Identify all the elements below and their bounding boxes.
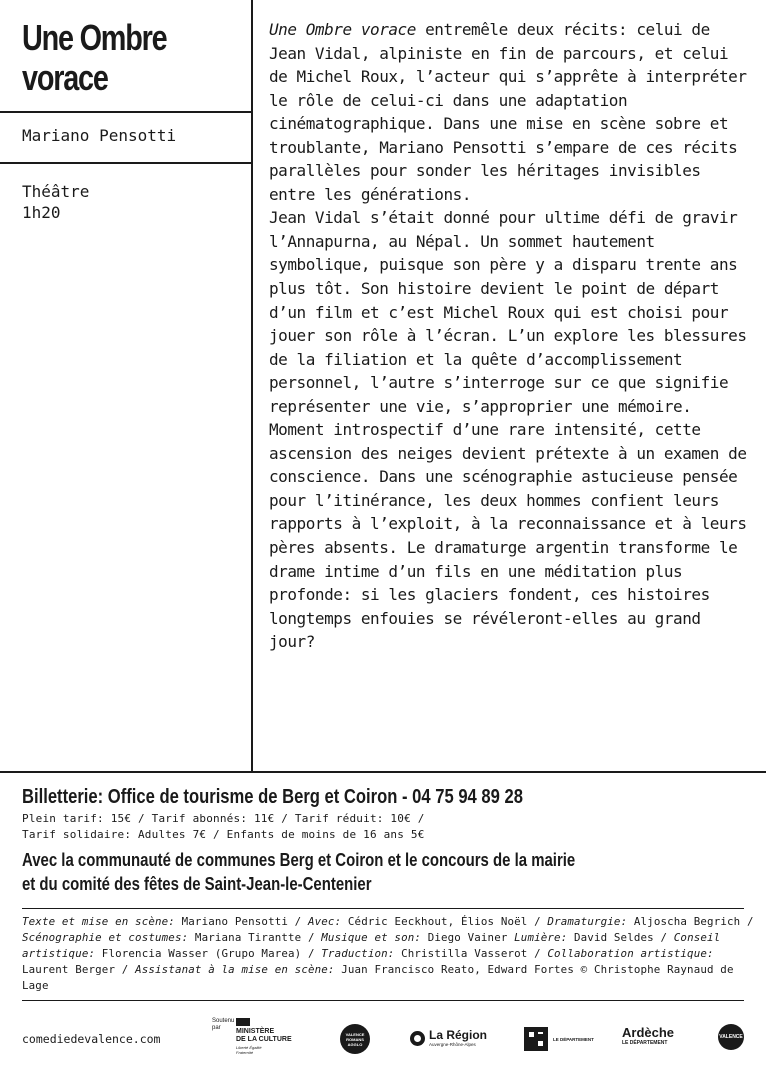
credit-role: Scénographie et costumes: (22, 931, 189, 944)
region-icon (410, 1031, 425, 1046)
show-info (22, 181, 89, 223)
ardeche-logo (622, 1026, 674, 1047)
credit-role: Texte et mise en scène: (22, 915, 175, 928)
supported-by-label: Soutenu par (212, 1018, 235, 1031)
partnership-line-2: et du comité des fêtes de Saint-Jean-le-Centenier (22, 874, 372, 894)
credit-role: Conseil artistique: (22, 931, 721, 960)
credit-names: Laurent Berger / (22, 963, 136, 976)
credit-names: Mariano Pensotti / (174, 915, 308, 928)
website-link[interactable]: comediedevalence.com (22, 1032, 161, 1046)
divider-title (0, 111, 251, 113)
show-genre: Théâtre (22, 182, 90, 201)
ardeche-subtitle: LE DÉPARTEMENT (622, 1040, 668, 1046)
title-line-1: Une Ombre (22, 17, 167, 58)
description-paragraph-2: Jean Vidal s’était donné pour ultime défi de gravir l’Annapurna, au Népal. Un sommet hautement symbolique, puisque son père y a disparu trente ans plus tôt. Son histoire devient le point de départ d’un film et c’est Michel Roux qui est choisi pour jouer son rôle à l’écran. L’un explore les blessures de la filiation et la quête d’accomplissement personnel, l’autre s’interroge sur ce que signifie représenter une vie, s’approprier une mémoire. Moment introspectif d’une rare intensité, cette ascension des neiges devient prétexte à un examen de conscience. Dans une scénographie astucieuse pensée pour l’itinérance, les deux hommes confient leurs rapports à l’exploit, à la reconnaissance et à leurs pères absents. Le dramaturge argentin transforme le drame intime d’un fils en une méditation plus profonde: si les glaciers fondent, ces histoires longtemps enfouies se révéleront-elles au grand jour? (269, 208, 747, 652)
title-line-2: vorace (22, 57, 108, 98)
divider-credits-top (22, 908, 744, 909)
prices-line-1: Plein tarif: 15€ / Tarif abonnés: 11€ / Tarif réduit: 10€ / (22, 812, 425, 825)
ministry-motto: Liberté Égalité Fraternité (236, 1045, 262, 1055)
ticketing-heading: Billetterie: Office de tourisme de Berg et Coiron - 04 75 94 89 28 (22, 786, 523, 808)
credit-role: Lumière: (514, 931, 568, 944)
show-description (269, 18, 755, 654)
partnership-line-1: Avec la communauté de communes Berg et Coiron et le concours de la mairie (22, 850, 576, 870)
divider-author (0, 162, 251, 164)
description-para1-text: entremêle deux récits: celui de Jean Vidal, alpiniste en fin de parcours, et celui de Michel Roux, l’acteur qui s’apprête à interpréter le rôle de celui-ci dans une adaptation cinématographique. Dans une mise en scène sobre et troublante, Mariano Pensotti s’empare de ces récits parallèles pour sonder les héritages invisibles entre les générations. (269, 20, 747, 204)
agglo-label: VALENCE ROMANS AGGLO (345, 1031, 365, 1047)
departement-icon (524, 1027, 548, 1051)
credit-names: Mariana Tirantte / (188, 931, 322, 944)
valence-label: VALENCE (719, 1034, 743, 1040)
agglo-logo (340, 1024, 370, 1054)
show-duration: 1h20 (22, 203, 61, 222)
marianne-icon (236, 1018, 250, 1026)
region-subtitle: Auvergne-Rhône-Alpes (429, 1041, 476, 1047)
credits (22, 914, 762, 994)
description-title-italic: Une Ombre vorace (269, 20, 416, 39)
credit-role: Avec: (307, 915, 342, 928)
show-author: Mariano Pensotti (22, 126, 177, 145)
ministry-name-line-2: DE LA CULTURE (236, 1036, 292, 1043)
ardeche-name: Ardèche (622, 1025, 675, 1040)
credit-names: Florencia Wasser (Grupo Marea) / (95, 947, 322, 960)
credit-role: Collaboration artistique: (547, 947, 714, 960)
credit-role: Dramaturgie: (547, 915, 628, 928)
partnership-text (22, 848, 575, 896)
ministry-logo (212, 1018, 312, 1060)
departement-logo (524, 1026, 594, 1052)
column-divider (251, 0, 253, 771)
prices-line-2: Tarif solidaire: Adultes 7€ / Enfants de moins de 16 ans 5€ (22, 828, 425, 841)
valence-logo (718, 1024, 744, 1050)
description-paragraph-1 (269, 18, 755, 206)
credit-names: Juan Francisco Reato, Edward Fortes © Christophe Raynaud de Lage (22, 963, 734, 992)
divider-body-bottom (0, 771, 766, 773)
credit-role: Assistanat à la mise en scène: (135, 963, 335, 976)
ministry-name-line-1: MINISTÈRE (236, 1028, 275, 1035)
credit-names: Aljoscha Begrich / (627, 915, 754, 928)
credit-role: Traduction: (321, 947, 395, 960)
region-name: La Région (429, 1027, 488, 1042)
departement-label: LE DÉPARTEMENT (553, 1036, 594, 1042)
credit-role: Musique et son: (321, 931, 422, 944)
show-title (22, 18, 166, 98)
credit-names: Diego Vainer (421, 931, 515, 944)
credit-names: David Seldes / (567, 931, 674, 944)
credit-names: Christilla Vasserot / (394, 947, 548, 960)
divider-footer-top (22, 1000, 744, 1001)
region-logo (410, 1026, 487, 1050)
credit-names: Cédric Eeckhout, Élios Noël / (341, 915, 548, 928)
